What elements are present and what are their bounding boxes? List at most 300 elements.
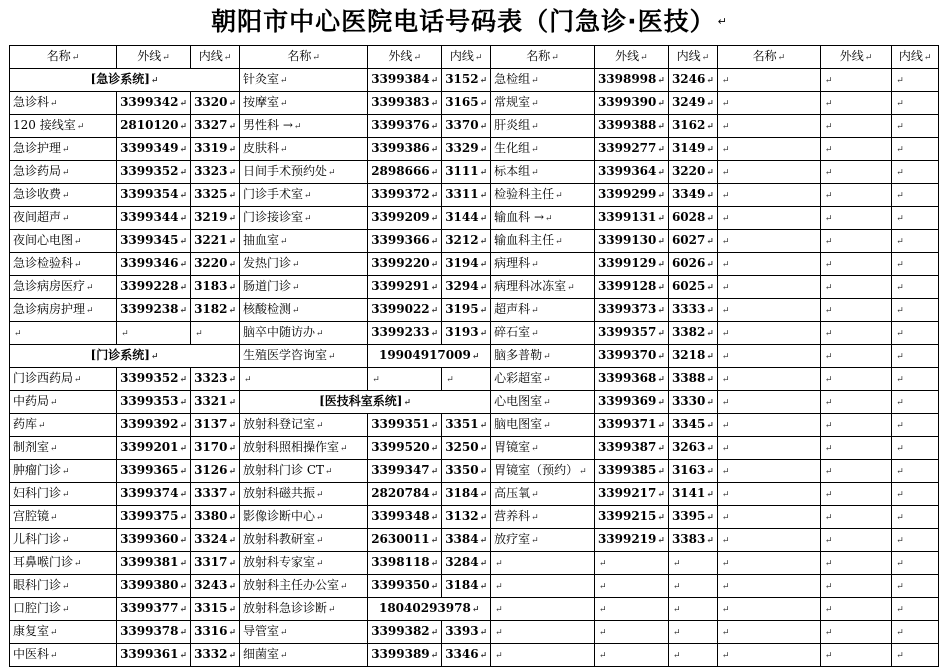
table-cell: ↵ (717, 345, 820, 368)
table-cell: 超声科↵ (491, 299, 595, 322)
table-cell: ↵ (717, 552, 820, 575)
table-row (10, 322, 939, 345)
table-cell: 发热门诊↵ (240, 253, 368, 276)
table-cell: ↵ (820, 230, 891, 253)
table-cell: ↵ (820, 552, 891, 575)
table-cell: ↵ (820, 138, 891, 161)
phone-number: 3399377↵ (117, 598, 191, 621)
table-cell: ↵ (717, 368, 820, 391)
table-cell: ↵ (717, 391, 820, 414)
table-cell: ↵ (491, 621, 595, 644)
phone-number: 3399364↵ (594, 161, 668, 184)
table-cell: ↵ (594, 621, 668, 644)
column-header: 名称↵ (10, 46, 117, 69)
phone-number: 3317↵ (191, 552, 240, 575)
table-cell: ↵ (892, 138, 939, 161)
phone-number: 6025↵ (668, 276, 717, 299)
column-header: 外线↵ (117, 46, 191, 69)
phone-number: 3399352↵ (117, 368, 191, 391)
phone-number: 3399220↵ (368, 253, 442, 276)
column-header: 外线↵ (368, 46, 442, 69)
phone-number: 3399368↵ (594, 368, 668, 391)
table-cell: ↵ (668, 621, 717, 644)
phone-number: 3323↵ (191, 368, 240, 391)
table-cell: ↵ (892, 575, 939, 598)
table-cell: ↵ (820, 460, 891, 483)
table-cell: ↵ (717, 276, 820, 299)
phone-number: 3284↵ (442, 552, 491, 575)
table-cell: 心彩超室↵ (491, 368, 595, 391)
table-cell: ↵ (717, 483, 820, 506)
table-cell: ↵ (491, 598, 595, 621)
table-cell: 眼科门诊↵ (10, 575, 117, 598)
phone-number: 19904917009↵ (368, 345, 491, 368)
phone-number: 3399128↵ (594, 276, 668, 299)
phone-number: 3399228↵ (117, 276, 191, 299)
column-header: 名称↵ (717, 46, 820, 69)
table-cell: 输血科 →↵ (491, 207, 595, 230)
table-cell: 针灸室↵ (240, 69, 368, 92)
phone-number: 3294↵ (442, 276, 491, 299)
table-cell: 急诊收费↵ (10, 184, 117, 207)
table-row (10, 345, 939, 368)
phone-number: 3399345↵ (117, 230, 191, 253)
phone-number: 3399380↵ (117, 575, 191, 598)
table-cell: ↵ (117, 322, 191, 345)
table-cell: 宫腔镜↵ (10, 506, 117, 529)
table-row (10, 529, 939, 552)
phone-number: 3315↵ (191, 598, 240, 621)
table-cell: ↵ (820, 598, 891, 621)
phone-number: 3382↵ (668, 322, 717, 345)
phone-number: 3399129↵ (594, 253, 668, 276)
table-cell: ↵ (668, 552, 717, 575)
phone-number: 3399383↵ (368, 92, 442, 115)
phone-number: 3249↵ (668, 92, 717, 115)
phone-number: 3319↵ (191, 138, 240, 161)
table-cell: ↵ (892, 391, 939, 414)
table-cell: 中医科↵ (10, 644, 117, 667)
table-row (10, 276, 939, 299)
section-header: [急诊系统]↵ (10, 69, 240, 92)
phone-number: 3399385↵ (594, 460, 668, 483)
table-cell: 男性科 →↵ (240, 115, 368, 138)
phone-number: 3399372↵ (368, 184, 442, 207)
table-cell: ↵ (717, 437, 820, 460)
table-cell: 口腔门诊↵ (10, 598, 117, 621)
phone-number: 3350↵ (442, 460, 491, 483)
phone-number: 3399374↵ (117, 483, 191, 506)
table-row (10, 69, 939, 92)
phone-number: 3399347↵ (368, 460, 442, 483)
table-cell: ↵ (717, 92, 820, 115)
table-cell: 肿瘤门诊↵ (10, 460, 117, 483)
table-cell: 抽血室↵ (240, 230, 368, 253)
table-cell: 胃镜室（预约）↵ (491, 460, 595, 483)
table-cell: ↵ (717, 621, 820, 644)
table-cell: ↵ (892, 437, 939, 460)
column-header: 外线↵ (594, 46, 668, 69)
phone-number: 3399291↵ (368, 276, 442, 299)
table-cell: ↵ (892, 552, 939, 575)
table-cell: ↵ (892, 460, 939, 483)
phone-number: 3399201↵ (117, 437, 191, 460)
table-cell: ↵ (594, 598, 668, 621)
table-cell: ↵ (368, 368, 442, 391)
phone-number: 3137↵ (191, 414, 240, 437)
table-cell: 导管室↵ (240, 621, 368, 644)
table-cell: 影像诊断中心↵ (240, 506, 368, 529)
table-cell: ↵ (191, 322, 240, 345)
phone-number: 3399130↵ (594, 230, 668, 253)
phone-number: 3393↵ (442, 621, 491, 644)
table-cell: 按摩室↵ (240, 92, 368, 115)
phone-number: 3399392↵ (117, 414, 191, 437)
table-cell: 胃镜室↵ (491, 437, 595, 460)
table-cell: ↵ (892, 115, 939, 138)
phone-number: 3250↵ (442, 437, 491, 460)
table-row (10, 621, 939, 644)
table-cell: 放射科主任办公室↵ (240, 575, 368, 598)
table-row (10, 575, 939, 598)
phone-number: 3246↵ (668, 69, 717, 92)
phone-number: 3220↵ (191, 253, 240, 276)
table-cell: ↵ (892, 69, 939, 92)
phone-number: 3399376↵ (368, 115, 442, 138)
phone-number: 3327↵ (191, 115, 240, 138)
table-cell: 检验科主任↵ (491, 184, 595, 207)
paragraph-mark: ↵ (717, 15, 728, 28)
phone-number: 3132↵ (442, 506, 491, 529)
table-cell: 急诊病房医疗↵ (10, 276, 117, 299)
phone-number: 6026↵ (668, 253, 717, 276)
table-cell: 门诊西药局↵ (10, 368, 117, 391)
table-cell: ↵ (668, 598, 717, 621)
phone-number: 3321↵ (191, 391, 240, 414)
phone-number: 3263↵ (668, 437, 717, 460)
table-cell: ↵ (717, 184, 820, 207)
table-cell: ↵ (717, 575, 820, 598)
table-row (10, 161, 939, 184)
phone-number: 3399382↵ (368, 621, 442, 644)
table-cell: 门诊手术室↵ (240, 184, 368, 207)
table-cell: 病理科冰冻室↵ (491, 276, 595, 299)
table-cell: ↵ (892, 506, 939, 529)
table-row (10, 598, 939, 621)
table-cell: ↵ (892, 483, 939, 506)
phone-table-body (10, 46, 939, 667)
phone-number: 3399344↵ (117, 207, 191, 230)
table-cell: ↵ (717, 460, 820, 483)
section-header: [门诊系统]↵ (10, 345, 240, 368)
table-cell: ↵ (442, 368, 491, 391)
section-header: [医技科室系统]↵ (240, 391, 491, 414)
table-cell: 门诊接诊室↵ (240, 207, 368, 230)
table-cell: 核酸检测↵ (240, 299, 368, 322)
phone-number: 3324↵ (191, 529, 240, 552)
table-cell: ↵ (892, 92, 939, 115)
table-cell: ↵ (892, 644, 939, 667)
table-row (10, 92, 939, 115)
table-cell: ↵ (820, 253, 891, 276)
column-header: 内线↵ (668, 46, 717, 69)
table-row (10, 414, 939, 437)
table-cell: ↵ (820, 184, 891, 207)
phone-table (9, 45, 939, 667)
table-cell: 妇科门诊↵ (10, 483, 117, 506)
table-cell: ↵ (820, 207, 891, 230)
table-cell: 急诊药局↵ (10, 161, 117, 184)
table-cell: ↵ (892, 322, 939, 345)
table-cell: ↵ (10, 322, 117, 345)
table-cell: ↵ (717, 230, 820, 253)
phone-number: 3212↵ (442, 230, 491, 253)
table-cell: 皮肤科↵ (240, 138, 368, 161)
phone-number: 3332↵ (191, 644, 240, 667)
table-row (10, 230, 939, 253)
table-cell: 急诊科↵ (10, 92, 117, 115)
phone-number: 3399233↵ (368, 322, 442, 345)
phone-number: 3399350↵ (368, 575, 442, 598)
phone-number: 3399361↵ (117, 644, 191, 667)
table-cell: ↵ (892, 184, 939, 207)
phone-number: 3165↵ (442, 92, 491, 115)
phone-number: 3370↵ (442, 115, 491, 138)
table-cell: ↵ (491, 552, 595, 575)
table-row (10, 253, 939, 276)
phone-number: 2820784↵ (368, 483, 442, 506)
phone-number: 3399381↵ (117, 552, 191, 575)
phone-number: 3346↵ (442, 644, 491, 667)
column-header: 名称↵ (240, 46, 368, 69)
table-row (10, 115, 939, 138)
table-cell: ↵ (717, 322, 820, 345)
phone-number: 3399299↵ (594, 184, 668, 207)
table-cell: 放疗室↵ (491, 529, 595, 552)
table-cell: ↵ (491, 575, 595, 598)
table-cell: 药库↵ (10, 414, 117, 437)
table-cell: ↵ (820, 92, 891, 115)
phone-number: 3345↵ (668, 414, 717, 437)
column-header: 外线↵ (820, 46, 891, 69)
table-cell: ↵ (892, 299, 939, 322)
table-cell: 急检组↵ (491, 69, 595, 92)
table-cell: ↵ (717, 598, 820, 621)
table-cell: 夜间心电图↵ (10, 230, 117, 253)
phone-number: 3398118↵ (368, 552, 442, 575)
phone-number: 3399375↵ (117, 506, 191, 529)
phone-number: 3399360↵ (117, 529, 191, 552)
phone-number: 3152↵ (442, 69, 491, 92)
table-cell: ↵ (717, 69, 820, 92)
table-cell: ↵ (594, 644, 668, 667)
table-row (10, 552, 939, 575)
table-cell: ↵ (820, 414, 891, 437)
phone-number: 3316↵ (191, 621, 240, 644)
page-title: 朝阳市中心医院电话号码表（门急诊·医技） ↵ (211, 7, 728, 36)
phone-number: 3349↵ (668, 184, 717, 207)
phone-number: 3399378↵ (117, 621, 191, 644)
table-cell: ↵ (892, 161, 939, 184)
table-cell: ↵ (491, 644, 595, 667)
phone-number: 3220↵ (668, 161, 717, 184)
table-row (10, 460, 939, 483)
table-cell: ↵ (820, 368, 891, 391)
column-header: 内线↵ (442, 46, 491, 69)
phone-number: 3183↵ (191, 276, 240, 299)
phone-number: 3399371↵ (594, 414, 668, 437)
table-cell: 生化组↵ (491, 138, 595, 161)
phone-number: 3333↵ (668, 299, 717, 322)
phone-number: 3383↵ (668, 529, 717, 552)
table-cell: ↵ (717, 506, 820, 529)
phone-number: 3184↵ (442, 575, 491, 598)
phone-number: 3399387↵ (594, 437, 668, 460)
phone-number: 3399348↵ (368, 506, 442, 529)
phone-number: 3399520↵ (368, 437, 442, 460)
table-cell: ↵ (820, 529, 891, 552)
phone-number: 3399386↵ (368, 138, 442, 161)
table-cell: 放射科急诊诊断↵ (240, 598, 368, 621)
table-row (10, 207, 939, 230)
phone-number: 3399353↵ (117, 391, 191, 414)
table-cell: ↵ (892, 253, 939, 276)
table-cell: 夜间超声↵ (10, 207, 117, 230)
phone-number: 3243↵ (191, 575, 240, 598)
table-cell: 营养科↵ (491, 506, 595, 529)
table-cell: 心电图室↵ (491, 391, 595, 414)
phone-number: 3399369↵ (594, 391, 668, 414)
phone-number: 3399389↵ (368, 644, 442, 667)
phone-number: 3399388↵ (594, 115, 668, 138)
table-cell: ↵ (717, 207, 820, 230)
phone-number: 3399351↵ (368, 414, 442, 437)
table-cell: ↵ (820, 506, 891, 529)
phone-number: 3399354↵ (117, 184, 191, 207)
table-row (10, 437, 939, 460)
table-row (10, 391, 939, 414)
table-cell: ↵ (820, 621, 891, 644)
phone-number: 3195↵ (442, 299, 491, 322)
phone-number: 3399022↵ (368, 299, 442, 322)
phone-number: 3193↵ (442, 322, 491, 345)
column-header: 内线↵ (191, 46, 240, 69)
table-cell: ↵ (892, 414, 939, 437)
table-cell: 放射科磁共振↵ (240, 483, 368, 506)
phone-number: 3388↵ (668, 368, 717, 391)
phone-number: 3399131↵ (594, 207, 668, 230)
table-cell: 标本组↵ (491, 161, 595, 184)
table-cell: ↵ (820, 115, 891, 138)
table-cell: ↵ (717, 253, 820, 276)
phone-number: 3399370↵ (594, 345, 668, 368)
phone-number: 3320↵ (191, 92, 240, 115)
table-cell: 放射科照相操作室↵ (240, 437, 368, 460)
table-cell: ↵ (717, 529, 820, 552)
phone-number: 3162↵ (668, 115, 717, 138)
phone-number: 3329↵ (442, 138, 491, 161)
table-row (10, 506, 939, 529)
table-cell: 放射科专家室↵ (240, 552, 368, 575)
phone-number: 3399352↵ (117, 161, 191, 184)
table-cell: ↵ (594, 552, 668, 575)
header-row (10, 46, 939, 69)
table-cell: ↵ (892, 276, 939, 299)
table-cell: ↵ (717, 299, 820, 322)
table-cell: ↵ (717, 644, 820, 667)
table-cell: 脑卒中随访办↵ (240, 322, 368, 345)
phone-number: 3311↵ (442, 184, 491, 207)
table-cell: 中药局↵ (10, 391, 117, 414)
table-cell: 肝炎组↵ (491, 115, 595, 138)
table-cell: 康复室↵ (10, 621, 117, 644)
table-cell: ↵ (717, 414, 820, 437)
phone-number: 6027↵ (668, 230, 717, 253)
table-row (10, 184, 939, 207)
phone-number: 2630011↵ (368, 529, 442, 552)
table-cell: 脑电图室↵ (491, 414, 595, 437)
table-cell: 放射科门诊 CT↵ (240, 460, 368, 483)
table-cell: 急诊护理↵ (10, 138, 117, 161)
phone-number: 3330↵ (668, 391, 717, 414)
table-row (10, 368, 939, 391)
table-cell: ↵ (820, 299, 891, 322)
table-cell: ↵ (892, 621, 939, 644)
table-cell: ↵ (820, 483, 891, 506)
table-cell: ↵ (820, 322, 891, 345)
table-cell: 肠道门诊↵ (240, 276, 368, 299)
table-cell: 日间手术预约处↵ (240, 161, 368, 184)
table-cell: 脑多普勒↵ (491, 345, 595, 368)
column-header: 名称↵ (491, 46, 595, 69)
table-cell: ↵ (240, 368, 368, 391)
phone-number: 3399346↵ (117, 253, 191, 276)
phone-number: 3163↵ (668, 460, 717, 483)
phone-number: 3399217↵ (594, 483, 668, 506)
phone-number: 3399373↵ (594, 299, 668, 322)
table-cell: ↵ (820, 276, 891, 299)
table-cell: 放射科教研室↵ (240, 529, 368, 552)
table-cell: ↵ (820, 69, 891, 92)
phone-number: 6028↵ (668, 207, 717, 230)
phone-number: 3218↵ (668, 345, 717, 368)
table-cell: 急诊检验科↵ (10, 253, 117, 276)
phone-number: 3399342↵ (117, 92, 191, 115)
phone-number: 3399209↵ (368, 207, 442, 230)
table-cell: ↵ (820, 575, 891, 598)
phone-number: 3399349↵ (117, 138, 191, 161)
phone-number: 3149↵ (668, 138, 717, 161)
table-cell: ↵ (892, 345, 939, 368)
table-row (10, 299, 939, 322)
phone-number: 3111↵ (442, 161, 491, 184)
phone-number: 3399277↵ (594, 138, 668, 161)
phone-number: 3380↵ (191, 506, 240, 529)
table-cell: 输血科主任↵ (491, 230, 595, 253)
table-cell: 高压氧↵ (491, 483, 595, 506)
table-cell: 生殖医学咨询室↵ (240, 345, 368, 368)
table-cell: ↵ (820, 437, 891, 460)
table-cell: ↵ (820, 161, 891, 184)
phone-number: 3351↵ (442, 414, 491, 437)
phone-number: 2810120↵ (117, 115, 191, 138)
phone-number: 3325↵ (191, 184, 240, 207)
phone-number: 3399366↵ (368, 230, 442, 253)
table-cell: ↵ (892, 598, 939, 621)
phone-number: 3399215↵ (594, 506, 668, 529)
table-row (10, 483, 939, 506)
phone-number: 3184↵ (442, 483, 491, 506)
